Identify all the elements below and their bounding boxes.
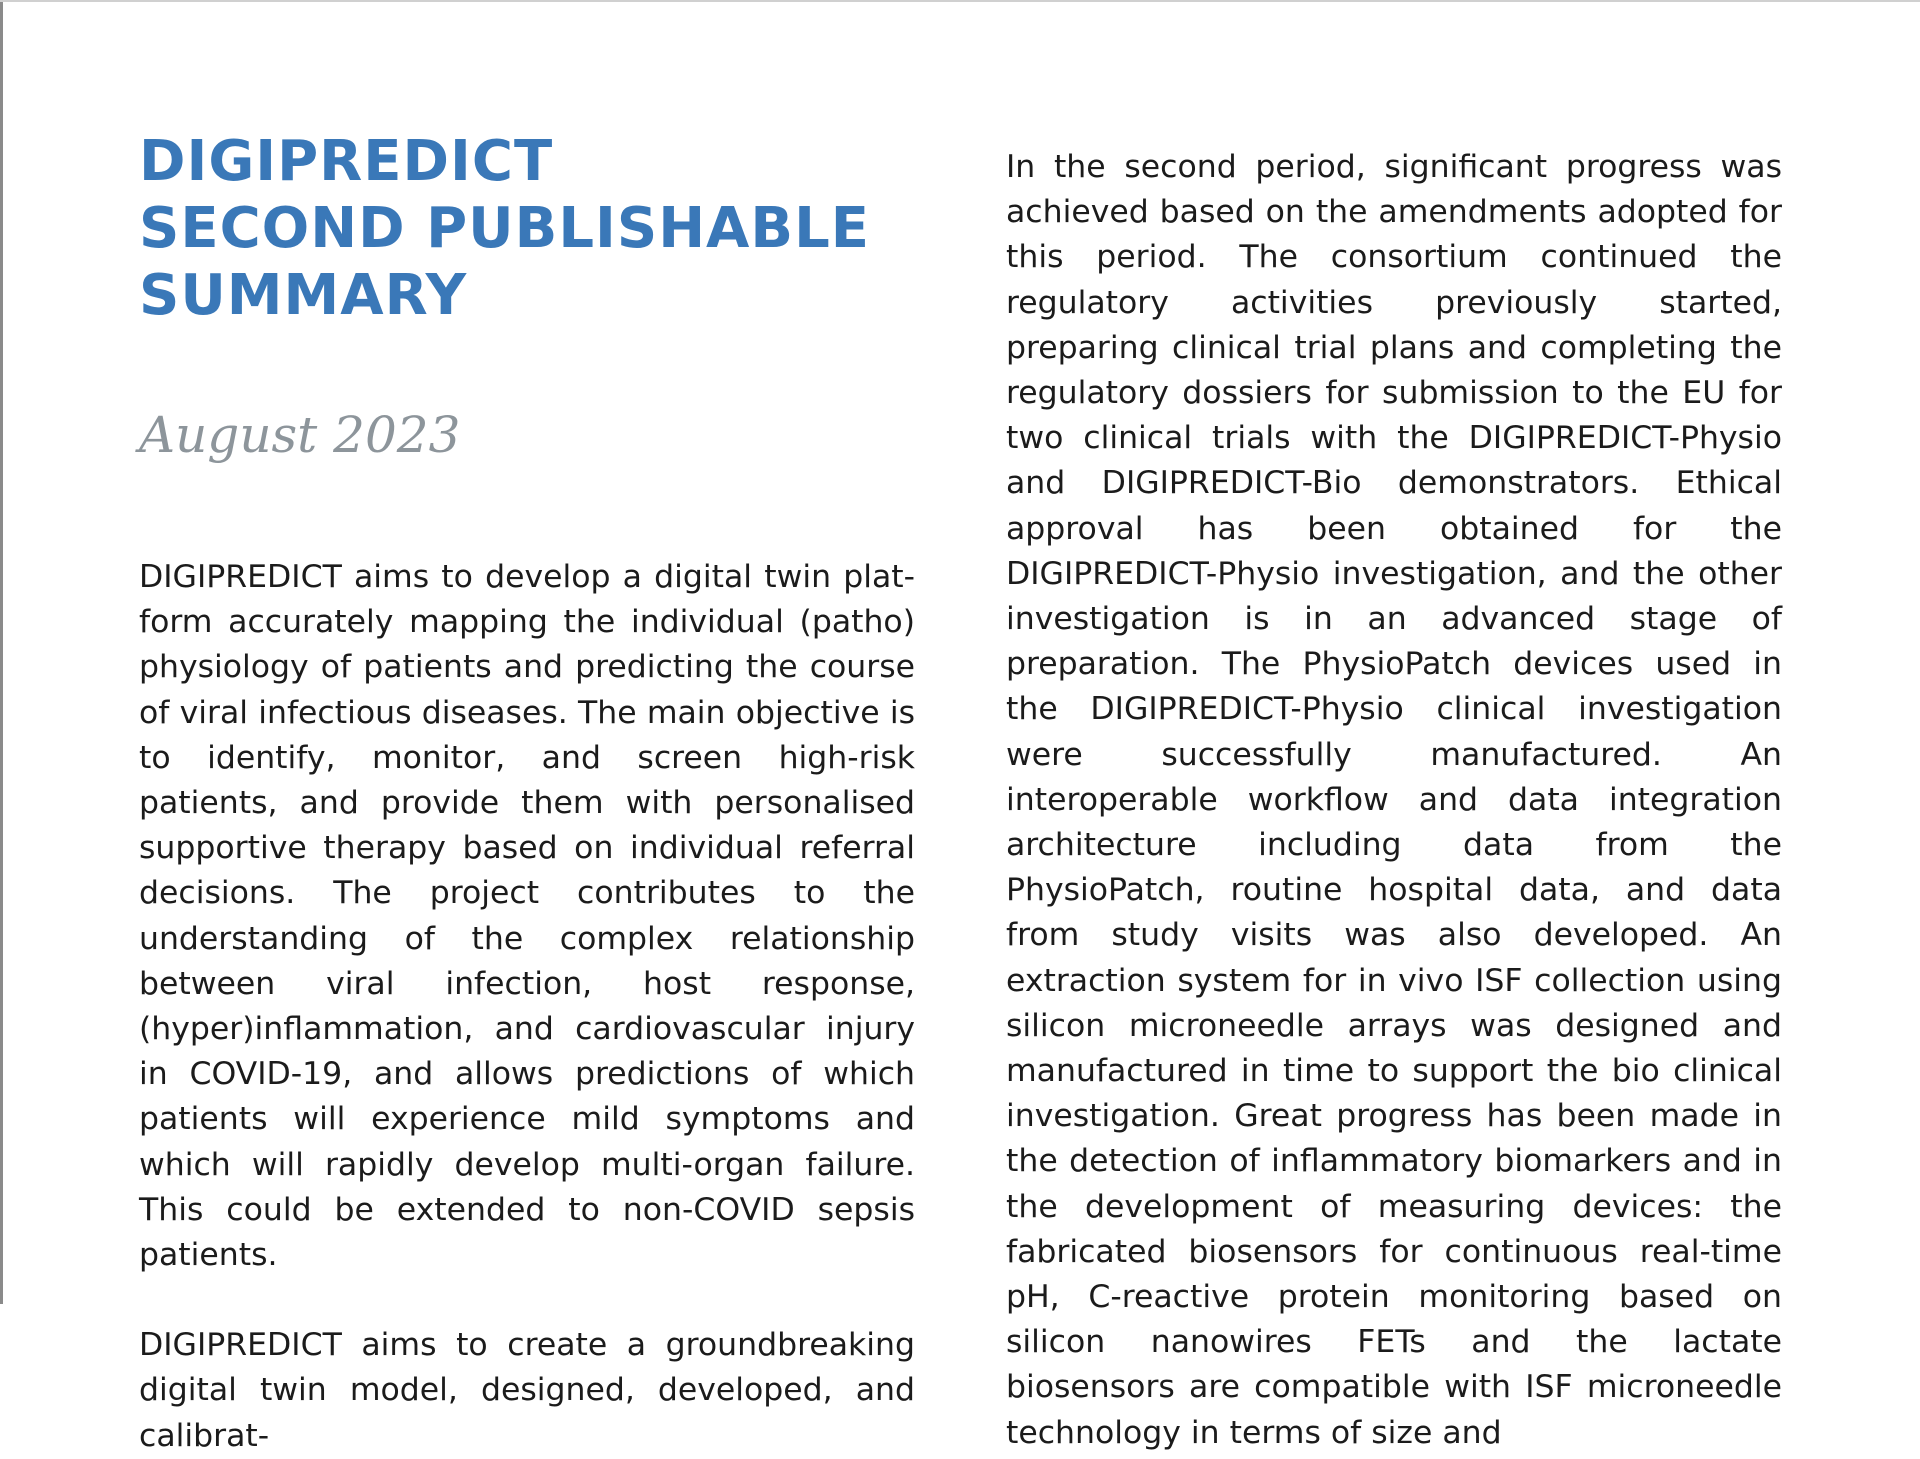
title-line-3: SUMMARY [139, 263, 468, 328]
document-date: August 2023 [139, 406, 461, 464]
paragraph-intro: DIGIPREDICT aims to develop a digital twin platform accurately mapping the individual (patho) physiology of patients and predicting the course of viral infectious diseases. The main objective is to identify, monitor, and screen high-risk patients, and provide them with personalised supportive therapy based on individual referral decisions. The project contributes to the understanding of the complex relationship between viral infection, host response, (hyper)inflammation, and cardiovascular injury in COVID-19, and allows predictions of which patients will experience mild symptoms and which will rapidly develop multi-organ failure. This could be extended to non-COVID sepsis patients. [139, 559, 915, 1274]
title-line-1: DIGIPREDICT [139, 129, 554, 194]
document-title [139, 128, 915, 329]
title-line-2: SECOND PUBLISHABLE [139, 196, 871, 261]
page-edge [0, 0, 3, 1304]
paragraph-digital-twin: DIGIPREDICT aims to create a groundbreaking digital twin model, designed, developed, and calibrat- [139, 1327, 915, 1454]
page-edge-top [0, 0, 1920, 2]
paragraph-second-period: In the second period, significant progress was achieved based on the amendments adopted for this period. The consortium continued the regulatory activities previously started, preparing clinical trial plans and completing the regulatory dossiers for submission to the EU for two clinical trials with the DIGIPREDICT-Physio and DIGIPREDICT-Bio demonstrators. Ethical approval has been obtained for the DIGIPREDICT-Physio investigation, and the other investigation is in an advanced stage of preparation. The PhysioPatch devices used in the DIGIPREDICT-Physio clinical investigation were successfully manufactured. An interoperable workflow and data integration architecture including data from the PhysioPatch, routine hospital data, and data from study visits was also developed. An extraction system for in vivo ISF collection using silicon microneedle arrays was designed and manufactured in time to support the bio clinical investigation. Great progress has been made in the detection of inflammatory biomarkers and in the development of measuring devices: the fabricated biosensors for continuous real-time pH, C-reactive protein monitoring based on silicon nanowires FETs and the lactate biosensors are compatible with ISF microneedle technology in terms of size and [1006, 149, 1782, 1451]
left-column [139, 128, 915, 1459]
right-column [1006, 145, 1782, 1456]
